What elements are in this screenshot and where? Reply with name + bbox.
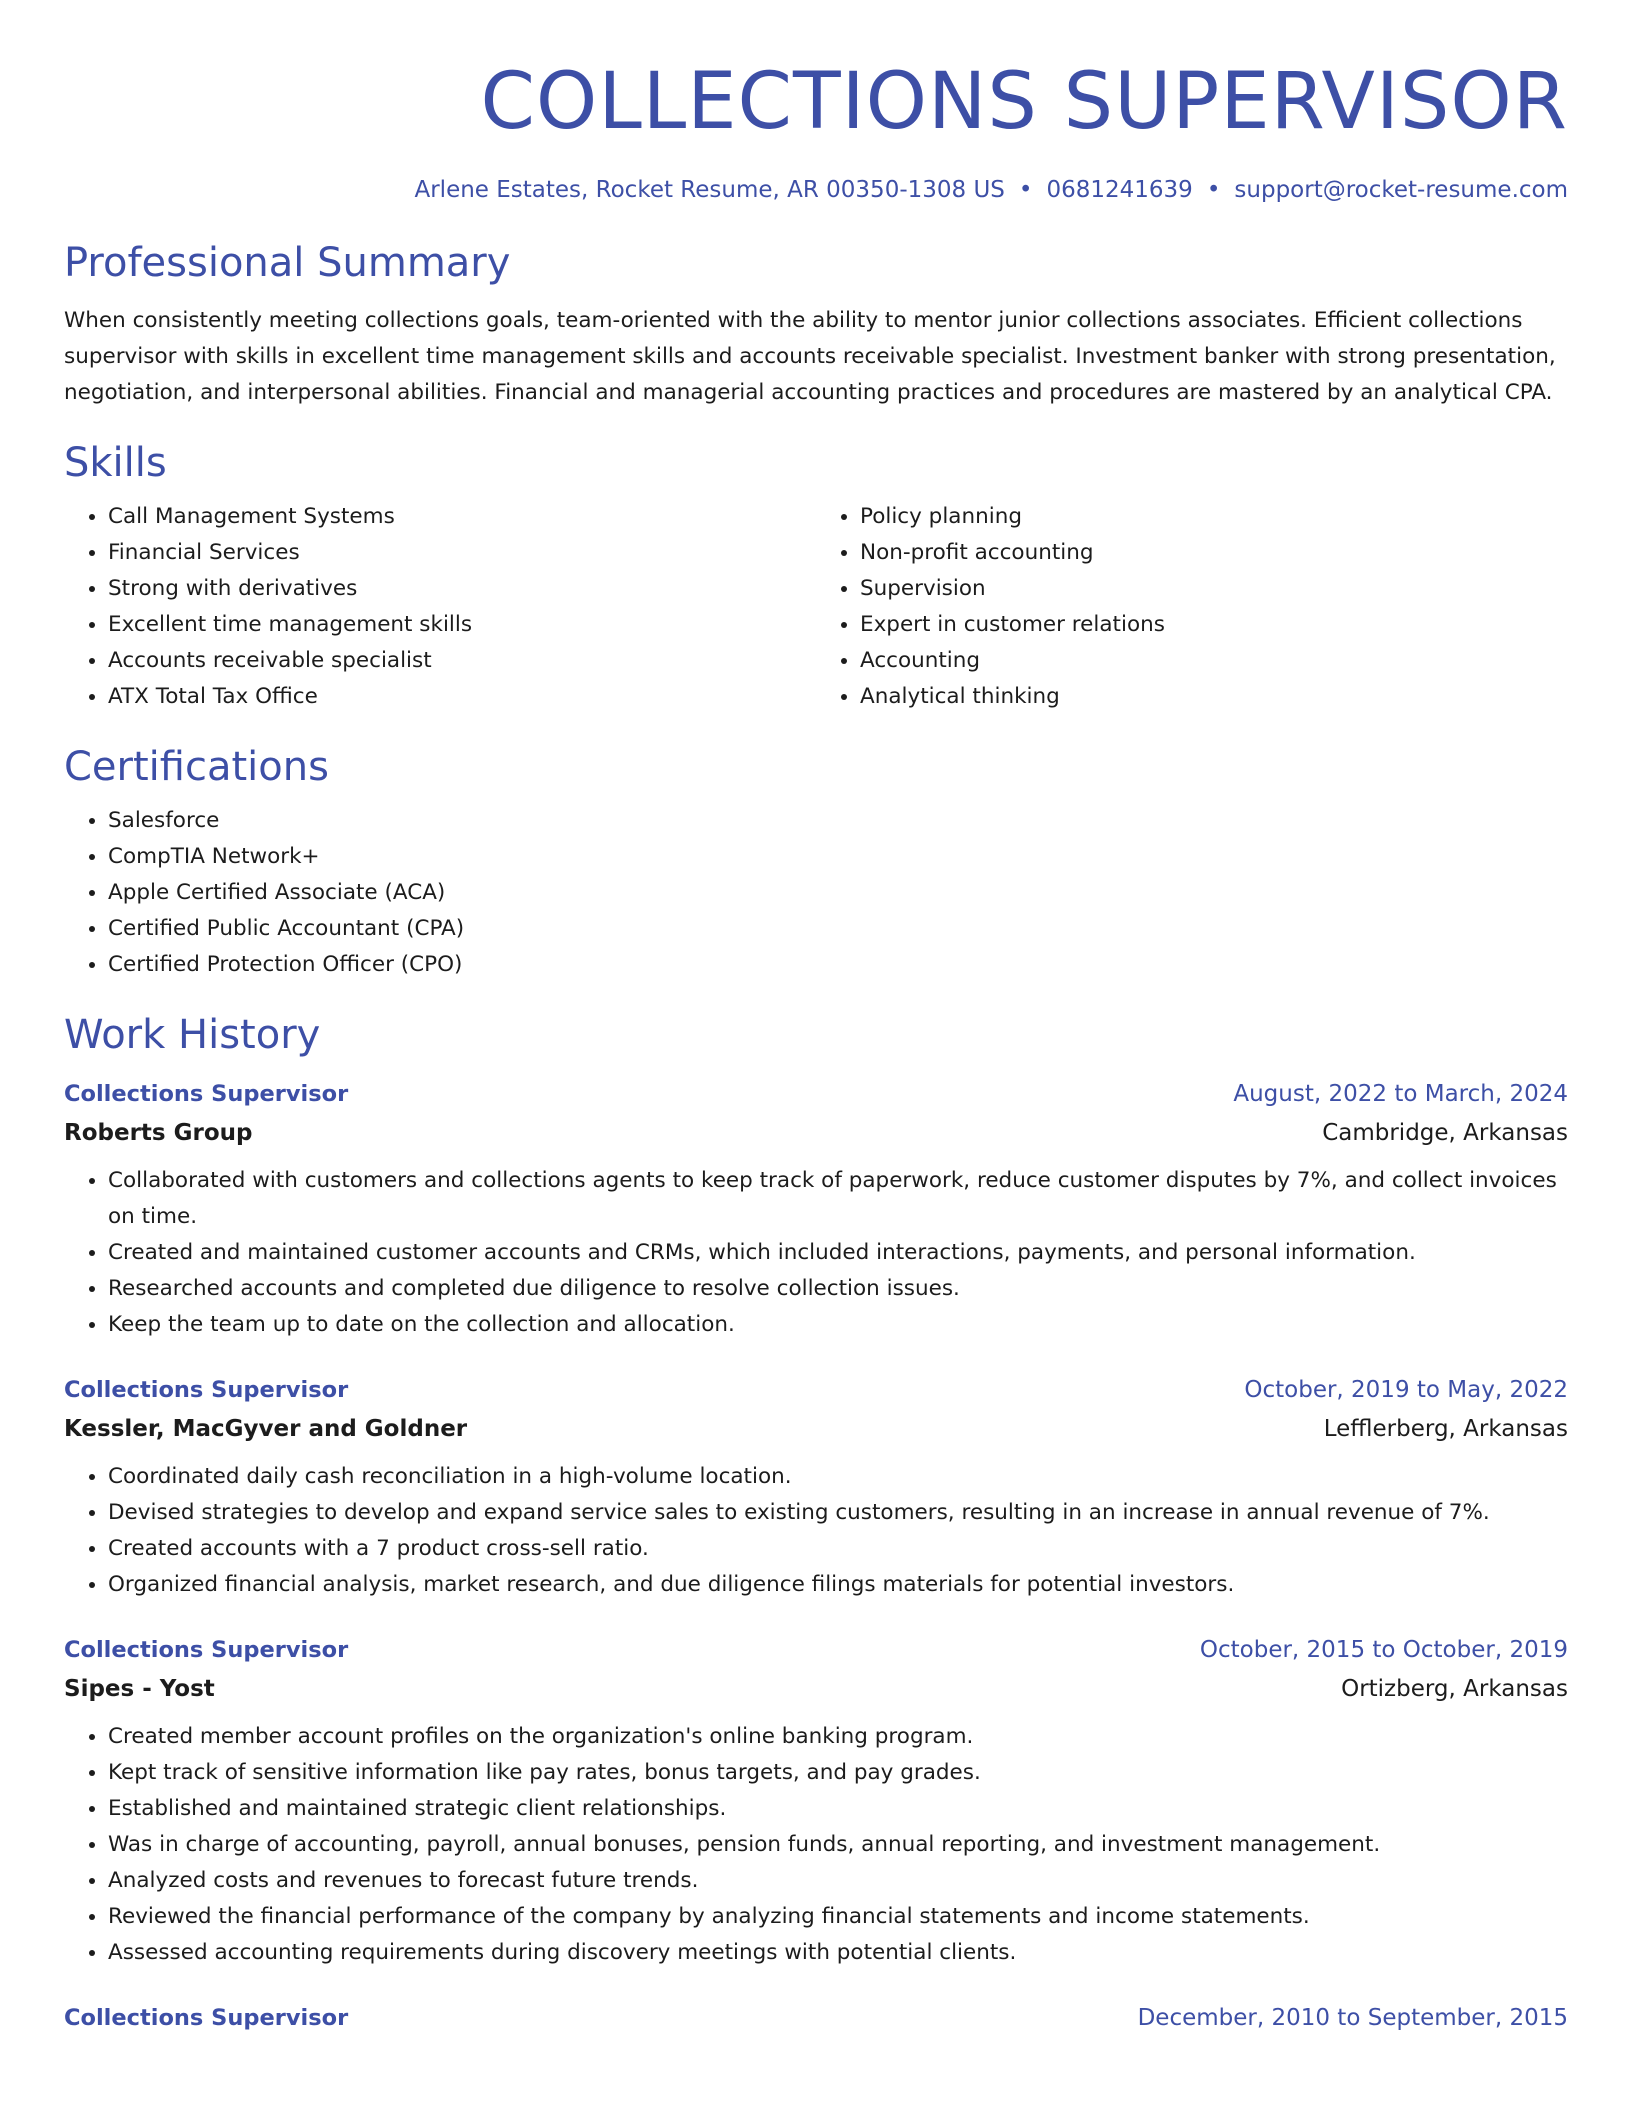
contact-address: Arlene Estates, Rocket Resume, AR 00350-1308 US (414, 177, 1005, 203)
skill-item: • Excellent time management skills (108, 607, 816, 643)
job-title: Collections Supervisor (64, 1377, 349, 1403)
job-bullet: • Assessed accounting requirements during discovery meetings with potential clients. (108, 1935, 1568, 1971)
skill-item: • ATX Total Tax Office (108, 679, 816, 715)
skill-item: • Policy planning (860, 499, 1568, 535)
job-bullet: • Devised strategies to develop and expand service sales to existing customers, resulting in an increase in annual revenue of 7%. (108, 1495, 1568, 1531)
job-entry (64, 1075, 1568, 1343)
job-dates: October, 2019 to May, 2022 (1244, 1377, 1568, 1403)
job-title: Collections Supervisor (64, 2005, 349, 2031)
skill-item: • Financial Services (108, 535, 816, 571)
job-title-row (64, 1075, 1568, 1113)
job-location: Cambridge, Arkansas (1322, 1120, 1568, 1146)
job-title: Collections Supervisor (64, 1637, 349, 1663)
skill-item: • Accounts receivable specialist (108, 643, 816, 679)
job-bullet: • Coordinated daily cash reconciliation in a high-volume location. (108, 1459, 1568, 1495)
job-bullet: • Was in charge of accounting, payroll, annual bonuses, pension funds, annual reporting, and investment management. (108, 1827, 1568, 1863)
certification-item: • Certified Public Accountant (CPA) (108, 911, 1568, 947)
job-bullets (64, 1719, 1568, 1971)
job-bullet: • Organized financial analysis, market research, and due diligence filings materials for potential investors. (108, 1567, 1568, 1603)
contact-line (64, 174, 1568, 206)
job-bullets (64, 1163, 1568, 1343)
skill-item: • Accounting (860, 643, 1568, 679)
job-dates: December, 2010 to September, 2015 (1137, 2005, 1568, 2031)
skill-item: • Call Management Systems (108, 499, 816, 535)
skill-item: • Strong with derivatives (108, 571, 816, 607)
job-entry (64, 1631, 1568, 1971)
certifications-heading: Certifications (64, 744, 329, 790)
job-bullet: • Analyzed costs and revenues to forecast future trends. (108, 1863, 1568, 1899)
skills-heading: Skills (64, 440, 167, 486)
contact-email: support@rocket-resume.com (1234, 177, 1568, 203)
job-bullet: • Created and maintained customer accounts and CRMs, which included interactions, payments, and personal information. (108, 1235, 1568, 1271)
contact-separator: • (1018, 177, 1033, 203)
certifications-list (64, 803, 1568, 983)
job-dates: August, 2022 to March, 2024 (1233, 1081, 1568, 1107)
summary-heading: Professional Summary (64, 240, 511, 286)
job-bullet: • Collaborated with customers and collections agents to keep track of paperwork, reduce customer disputes by 7%, and collect invoices on time. (108, 1163, 1568, 1235)
job-company: Kessler, MacGyver and Goldner (64, 1416, 468, 1442)
job-location: Ortizberg, Arkansas (1341, 1676, 1568, 1702)
job-bullet: • Kept track of sensitive information like pay rates, bonus targets, and pay grades. (108, 1755, 1568, 1791)
job-company-row (64, 1113, 1568, 1153)
job-company: Roberts Group (64, 1120, 253, 1146)
job-bullet: • Researched accounts and completed due diligence to resolve collection issues. (108, 1271, 1568, 1307)
certification-item: • Apple Certified Associate (ACA) (108, 875, 1568, 911)
job-bullets (64, 1459, 1568, 1603)
contact-phone: 0681241639 (1046, 177, 1193, 203)
certification-item: • Certified Protection Officer (CPO) (108, 947, 1568, 983)
job-title-row (64, 1631, 1568, 1669)
job-title-row (64, 1371, 1568, 1409)
work-history-heading: Work History (64, 1012, 321, 1058)
job-company-row (64, 1669, 1568, 1709)
resume-page (64, 0, 1568, 2037)
skill-item: • Supervision (860, 571, 1568, 607)
skill-item: • Expert in customer relations (860, 607, 1568, 643)
job-location: Lefflerberg, Arkansas (1323, 1416, 1568, 1442)
summary-text: When consistently meeting collections goals, team-oriented with the ability to mentor junior collections associates. Efficient collections supervisor with skills in excellent time management skills and accounts receivable specialist. Investment banker with strong presentation, negotiation, and interpersonal abilities. Financial and managerial accounting practices and procedures are mastered by an analytical CPA. (64, 308, 1556, 405)
job-entry (64, 1999, 1568, 2037)
job-bullet: • Reviewed the financial performance of the company by analyzing financial statements and income statements. (108, 1899, 1568, 1935)
job-entry (64, 1371, 1568, 1603)
job-dates: October, 2015 to October, 2019 (1199, 1637, 1568, 1663)
skill-item: • Analytical thinking (860, 679, 1568, 715)
job-company-row (64, 1409, 1568, 1449)
job-bullet: • Created accounts with a 7 product cross-sell ratio. (108, 1531, 1568, 1567)
job-bullet: • Keep the team up to date on the collection and allocation. (108, 1307, 1568, 1343)
skills-list-left (64, 499, 816, 715)
skills-list-right (816, 499, 1568, 715)
skills-columns (64, 499, 1568, 715)
certification-item: • CompTIA Network+ (108, 839, 1568, 875)
job-company: Sipes - Yost (64, 1676, 215, 1702)
job-title: Collections Supervisor (64, 1081, 349, 1107)
contact-separator: • (1206, 177, 1221, 203)
job-bullet: • Established and maintained strategic client relationships. (108, 1791, 1568, 1827)
certification-item: • Salesforce (108, 803, 1568, 839)
resume-name-title: COLLECTIONS SUPERVISOR (480, 57, 1568, 147)
job-title-row (64, 1999, 1568, 2037)
job-bullet: • Created member account profiles on the organization's online banking program. (108, 1719, 1568, 1755)
skill-item: • Non-profit accounting (860, 535, 1568, 571)
